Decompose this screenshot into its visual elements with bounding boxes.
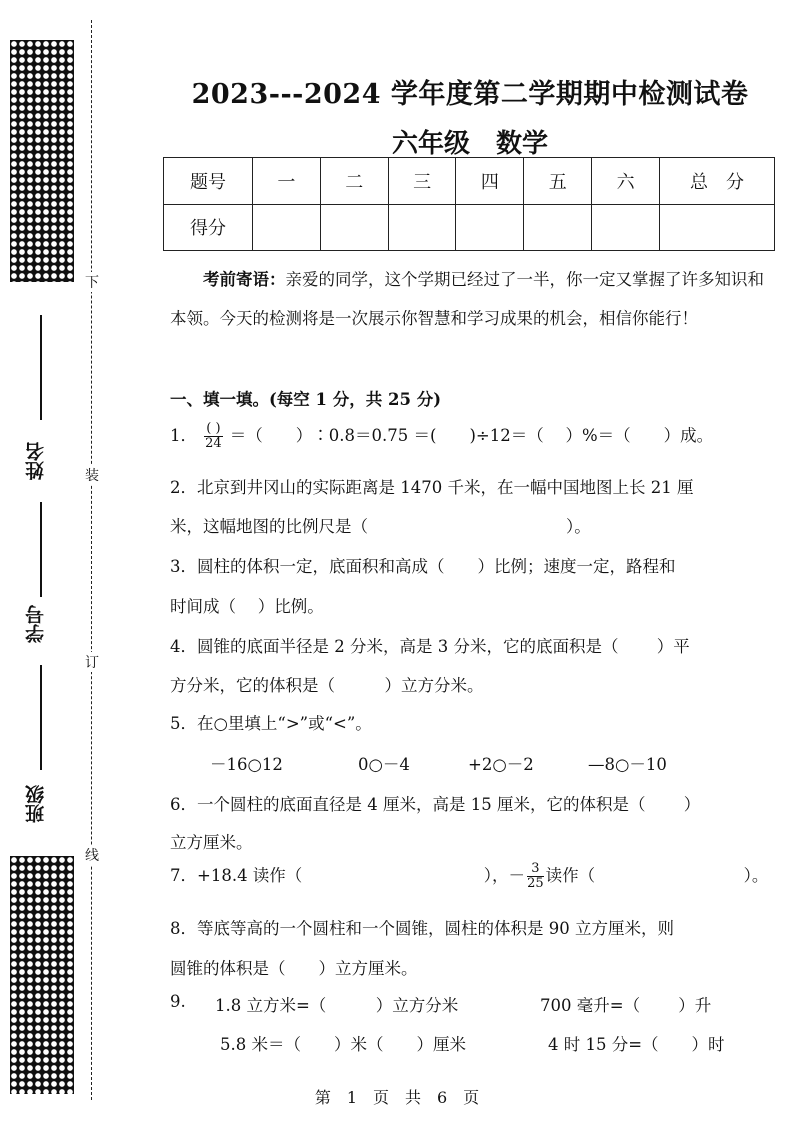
compare-item: +2○－2 <box>468 755 534 774</box>
q1-fraction-denominator: 24 <box>205 436 222 451</box>
intro-lead: 考前寄语： <box>203 270 286 289</box>
q7-part-a: 7．+18.4 读作（ ），－ <box>170 866 526 885</box>
q1-number: 1． <box>170 426 197 445</box>
score-table-header-row <box>164 158 775 205</box>
section1-heading: 一、填一填。(每空 1 分，共 25 分) <box>170 390 442 409</box>
binding-dashed-line <box>91 20 92 1100</box>
table-cell: 题号 <box>164 158 253 205</box>
id-label: 学号 <box>25 605 47 643</box>
q7-fraction-numerator: 3 <box>527 862 544 877</box>
intro-text: 亲爱的同学，这个学期已经过了一半，你一定又掌握了许多知识和本领。今天的检测将是一次展示你智慧和学习成果的机会，相信你能行！ <box>170 270 764 328</box>
table-cell: 二 <box>320 158 388 205</box>
q1-fraction <box>204 422 222 451</box>
exam-title: 2023---2024 学年度第二学期期中检测试卷 <box>191 79 749 110</box>
question-2-line2: 米，这幅地图的比例尺是（ ）。 <box>170 517 591 536</box>
score-blank-cell[interactable] <box>253 204 321 251</box>
score-blank-cell[interactable] <box>388 204 456 251</box>
question-6-line1: 6．一个圆柱的底面直径是 4 厘米，高是 15 厘米，它的体积是（ ） <box>170 795 701 814</box>
table-cell: 总 分 <box>660 158 775 205</box>
question-4-line2: 方分米，它的体积是（ ）立方分米。 <box>170 676 484 695</box>
score-blank-cell[interactable] <box>660 204 775 251</box>
q9-item-a: 1.8 立方米=（ ）立方分米 <box>215 996 459 1015</box>
class-label: 班级 <box>25 785 47 823</box>
score-blank-cell[interactable] <box>320 204 388 251</box>
question-5: 5．在○里填上“>”或“<”。 <box>170 714 372 733</box>
question-4-line1: 4．圆锥的底面半径是 2 分米，高是 3 分米，它的底面积是（ ）平 <box>170 637 690 656</box>
score-blank-cell[interactable] <box>592 204 660 251</box>
question-8-line1: 8．等底等高的一个圆柱和一个圆锥，圆柱的体积是 90 立方厘米，则 <box>170 919 674 938</box>
table-cell: 五 <box>524 158 592 205</box>
question-3-line1: 3．圆柱的体积一定，底面积和高成（ ）比例；速度一定，路程和 <box>170 557 676 576</box>
compare-item: 0○－4 <box>358 755 410 774</box>
score-blank-cell[interactable] <box>456 204 524 251</box>
table-cell: 一 <box>253 158 321 205</box>
score-blank-cell[interactable] <box>524 204 592 251</box>
question-9-row2 <box>170 1031 775 1055</box>
table-cell: 四 <box>456 158 524 205</box>
binding-char: 装 <box>84 465 100 485</box>
name-label: 姓名 <box>25 442 47 480</box>
id-write-line <box>40 502 42 597</box>
q9-number: 9. <box>170 992 186 1011</box>
q7-fraction <box>527 862 544 891</box>
page-footer: 第 1 页 共 6 页 <box>314 1088 480 1107</box>
intro-message <box>170 260 775 338</box>
question-9-row1 <box>170 992 775 1016</box>
dot-pattern-top <box>10 40 74 282</box>
question-3-line2: 时间成（ ）比例。 <box>170 597 324 616</box>
dot-pattern-bottom <box>10 856 74 1094</box>
binding-char: 线 <box>84 845 100 865</box>
question-2-line1: 2．北京到井冈山的实际距离是 1470 千米，在一幅中国地图上长 21 厘 <box>170 478 694 497</box>
score-table-score-row <box>164 204 775 251</box>
q7-fraction-denominator: 25 <box>527 876 544 891</box>
q9-item-b: 700 毫升=（ ）升 <box>540 996 712 1015</box>
question-7 <box>170 862 775 891</box>
binding-char: 订 <box>84 652 100 672</box>
binding-char: 下 <box>84 272 100 292</box>
table-cell: 六 <box>592 158 660 205</box>
class-write-line <box>40 665 42 770</box>
question-6-line2: 立方厘米。 <box>170 833 253 852</box>
question-8-line2: 圆锥的体积是（ ）立方厘米。 <box>170 959 418 978</box>
q1-text: ＝（ ）∶0.8＝0.75 ＝( )÷12＝（ ）%＝（ ）成。 <box>229 426 714 445</box>
compare-item: －16○12 <box>210 755 283 774</box>
question-1 <box>170 422 775 451</box>
exam-subtitle: 六年级 数学 <box>391 129 548 159</box>
q9-item-c: 5.8 米＝（ ）米（ ）厘米 <box>220 1035 466 1054</box>
q1-fraction-numerator: ( ) <box>206 421 221 436</box>
name-write-line <box>40 315 42 420</box>
q9-item-d: 4 时 15 分=（ ）时 <box>548 1035 725 1054</box>
table-cell: 三 <box>388 158 456 205</box>
score-table <box>163 157 775 251</box>
q7-part-b: 读作（ ）。 <box>545 866 769 885</box>
table-cell: 得分 <box>164 204 253 251</box>
compare-item: —8○－10 <box>588 755 667 774</box>
